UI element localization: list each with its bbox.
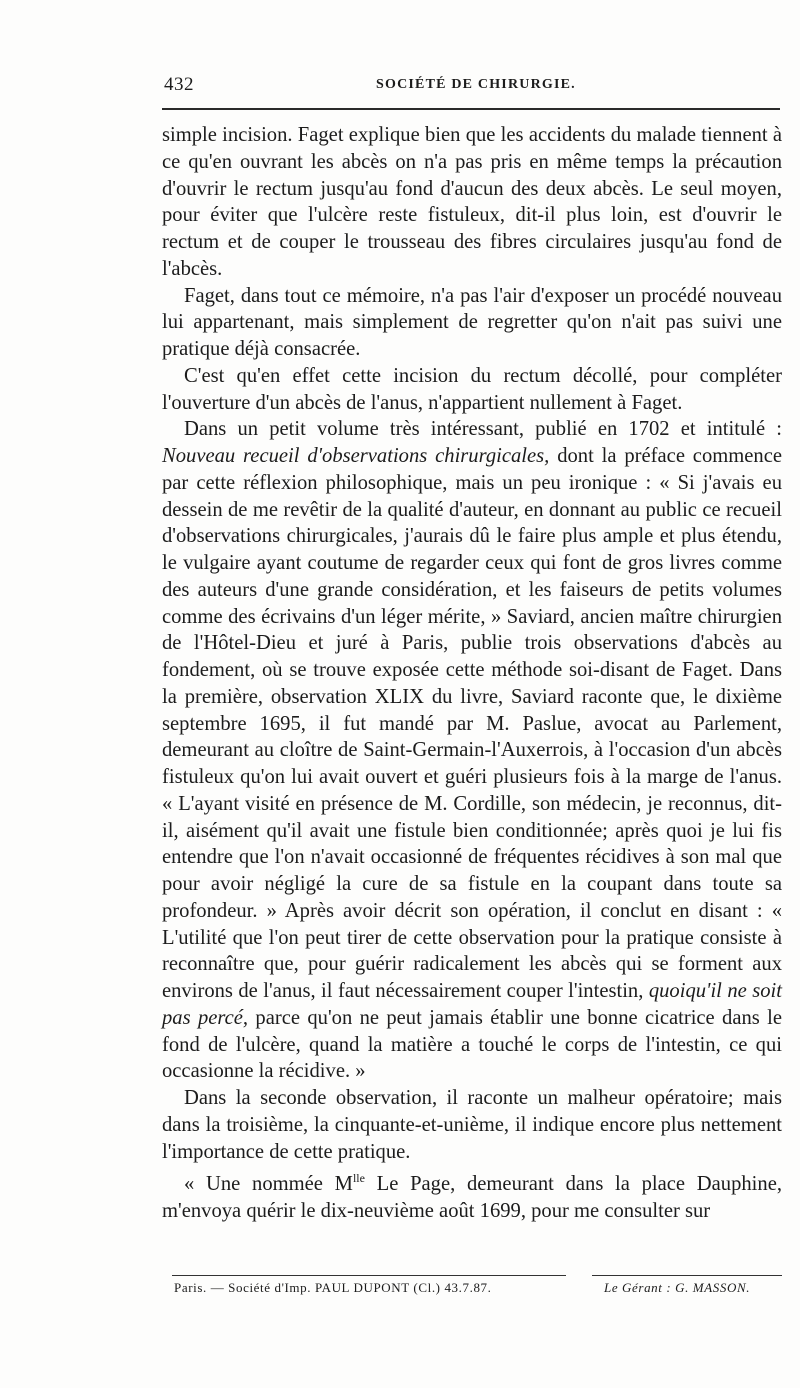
paragraph-2-text: Faget, dans tout ce mémoire, n'a pas l'air d'exposer un procédé nouveau lui appartenant, mais simplement de regretter qu'on n'ait pas suivi une pratique déjà consacrée. [162, 284, 782, 360]
paragraph-4-text-a: Dans un petit volume très intéressant, publié en 1702 et intitulé : [184, 418, 782, 441]
paragraph-6 [162, 1165, 782, 1224]
header-rule [162, 108, 780, 110]
paragraph-6-text-a: « Une nommée M [184, 1173, 353, 1196]
italic-phrase: quoiqu'il ne soit pas percé, [162, 980, 782, 1029]
gerant-imprint: Le Gérant : G. MASSON. [604, 1280, 751, 1295]
book-title: Nouveau recueil d'observations chirurgicales, [162, 445, 550, 467]
paragraph-5-text: Dans la seconde observation, il raconte un malheur opératoire; mais dans la troisième, la cinquante-et-unième, il indique encore plus nettement l'importance de cette pratique. [162, 1087, 782, 1163]
body-text [162, 122, 782, 1225]
footer-rule-right [592, 1275, 782, 1276]
paragraph-1 [162, 122, 782, 283]
paragraph-4 [162, 416, 782, 1085]
page-number: 432 [164, 74, 194, 95]
paragraph-4-text-c: parce qu'on ne peut jamais établir une bonne cicatrice dans le fond de l'ulcère, quand la matière a touché le corps de l'intestin, ce qui occasionne la récidive. » [162, 1006, 782, 1083]
paragraph-1-text: simple incision. Faget explique bien que les accidents du malade tiennent à ce qu'en ouvrant les abcès on n'a pas pris en même temps la précaution d'ouvrir le rectum jusqu'au fond d'aucun des deux abcès. Le seul moyen, pour éviter que l'ulcère reste fistuleux, dit-il plus loin, est d'ouvrir le rectum et de couper le trousseau des fibres circulaires jusqu'au fond de l'abcès. [162, 124, 782, 280]
page-header [164, 74, 780, 98]
paragraph-5 [162, 1085, 782, 1165]
paragraph-3 [162, 363, 782, 417]
paragraph-4-text-b: dont la préface commence par cette réflexion philosophique, mais un peu ironique : « Si j'avais eu dessein de me revêtir de la qualité d'auteur, en donnant au public ce recueil d'observations chirurgicales, j'aurais dû le faire plus ample et plus étendu, le vulgaire ayant coutume de regarder ceux qui font de gros livres comme des auteurs d'une grande considération, et les faiseurs de petits volumes comme des écrivains d'un léger mérite, » Saviard, ancien maître chirurgien de l'Hôtel-Dieu et juré à Paris, publie trois observations d'abcès au fondement, où se trouve exposée cette méthode soi-disant de Faget. Dans la première, observation XLIX du livre, Saviard raconte que, le dixième septembre 1695, il fut mandé par M. Paslue, avocat au Parlement, demeurant au cloître de Saint-Germain-l'Auxerrois, à l'occasion d'un abcès fistuleux qu'on lui avait ouvert et guéri plusieurs fois à la marge de l'anus. « L'ayant visité en présence de M. Cordille, son médecin, je reconnus, dit-il, aisément qu'il avait une fistule bien conditionnée; après quoi je lui fis entendre que l'on n'avait occasionné de fréquentes récidives à son mal que pour avoir négligé la cure de sa fistule en la coupant dans toute sa profondeur. » Après avoir décrit son opération, il conclut en disant : « L'utilité que l'on peut tirer de cette observation pour la pratique consiste à reconnaître que, pour guérir radicalement les abcès qui se forment aux environs de l'anus, il faut nécessairement couper l'intestin, [162, 445, 783, 1002]
paragraph-6-text-b: Le Page, demeurant dans la place Dauphine, m'envoya quérir le dix-neuvième août 1699, pour me consulter sur [162, 1173, 782, 1222]
footer-rule-left [172, 1275, 566, 1276]
superscript-lle: lle [352, 1171, 365, 1186]
running-title: SOCIÉTÉ DE CHIRURGIE. [376, 77, 576, 92]
paragraph-3-text: C'est qu'en effet cette incision du rectum décollé, pour compléter l'ouverture d'un abcès de l'anus, n'appartient nullement à Faget. [162, 364, 782, 414]
printer-imprint: Paris. — Société d'Imp. PAUL DUPONT (Cl.) 43.7.87. [174, 1280, 492, 1295]
paragraph-2 [162, 283, 782, 363]
